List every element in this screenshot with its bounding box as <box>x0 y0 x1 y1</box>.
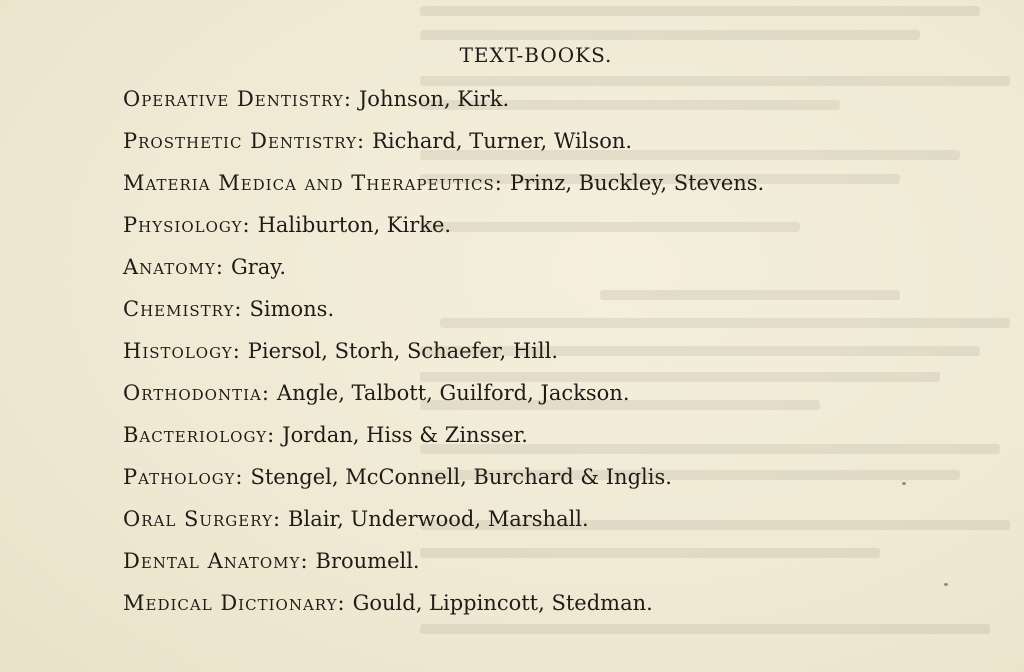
subject-label: Chemistry <box>123 297 235 321</box>
subject-label: Orthodontia <box>123 381 262 405</box>
separator: : <box>242 213 250 237</box>
subject-label: Histology <box>123 339 233 363</box>
textbook-list <box>123 78 764 624</box>
author-list: Simons. <box>249 297 335 321</box>
textbook-entry <box>123 246 764 288</box>
page-heading: TEXT-BOOKS. <box>459 43 613 67</box>
subject-label: Materia Medica and Therapeutics <box>123 171 495 195</box>
textbook-entry <box>123 498 764 540</box>
author-list: Richard, Turner, Wilson. <box>372 129 633 153</box>
separator: : <box>235 465 243 489</box>
textbook-entry <box>123 204 764 246</box>
separator: : <box>343 87 351 111</box>
textbook-entry <box>123 330 764 372</box>
subject-label: Oral Surgery <box>123 507 273 531</box>
textbook-entry <box>123 288 764 330</box>
textbook-entry <box>123 540 764 582</box>
author-list: Prinz, Buckley, Stevens. <box>509 171 765 195</box>
separator: : <box>494 171 502 195</box>
separator: : <box>215 255 223 279</box>
author-list: Jordan, Hiss & Zinsser. <box>282 423 528 447</box>
textbook-entry <box>123 78 764 120</box>
separator: : <box>232 339 240 363</box>
subject-label: Operative Dentistry <box>123 87 344 111</box>
separator: : <box>300 549 308 573</box>
subject-label: Anatomy <box>123 255 216 279</box>
subject-label: Physiology <box>123 213 243 237</box>
separator: : <box>261 381 269 405</box>
author-list: Haliburton, Kirke. <box>257 213 452 237</box>
textbook-entry <box>123 582 764 624</box>
separator: : <box>234 297 242 321</box>
paper-speck <box>944 583 948 586</box>
textbook-entry <box>123 162 764 204</box>
author-list: Gray. <box>230 255 287 279</box>
subject-label: Prosthetic Dentistry <box>123 129 357 153</box>
separator: : <box>356 129 365 153</box>
separator: : <box>267 423 275 447</box>
author-list: Angle, Talbott, Guilford, Jackson. <box>276 381 630 405</box>
subject-label: Medical Dictionary <box>123 591 338 615</box>
author-list: Gould, Lippincott, Stedman. <box>352 591 653 615</box>
subject-label: Pathology <box>123 465 236 489</box>
author-list: Stengel, McConnell, Burchard & Inglis. <box>250 465 672 489</box>
author-list: Blair, Underwood, Marshall. <box>288 507 589 531</box>
author-list: Johnson, Kirk. <box>358 87 510 111</box>
author-list: Broumell. <box>315 549 420 573</box>
separator: : <box>337 591 345 615</box>
subject-label: Bacteriology <box>123 423 268 447</box>
author-list: Piersol, Storh, Schaefer, Hill. <box>247 339 559 363</box>
paper-speck <box>902 482 906 485</box>
textbook-entry <box>123 120 764 162</box>
textbook-entry <box>123 372 764 414</box>
subject-label: Dental Anatomy <box>123 549 301 573</box>
separator: : <box>272 507 281 531</box>
textbook-entry <box>123 414 764 456</box>
textbook-entry <box>123 456 764 498</box>
